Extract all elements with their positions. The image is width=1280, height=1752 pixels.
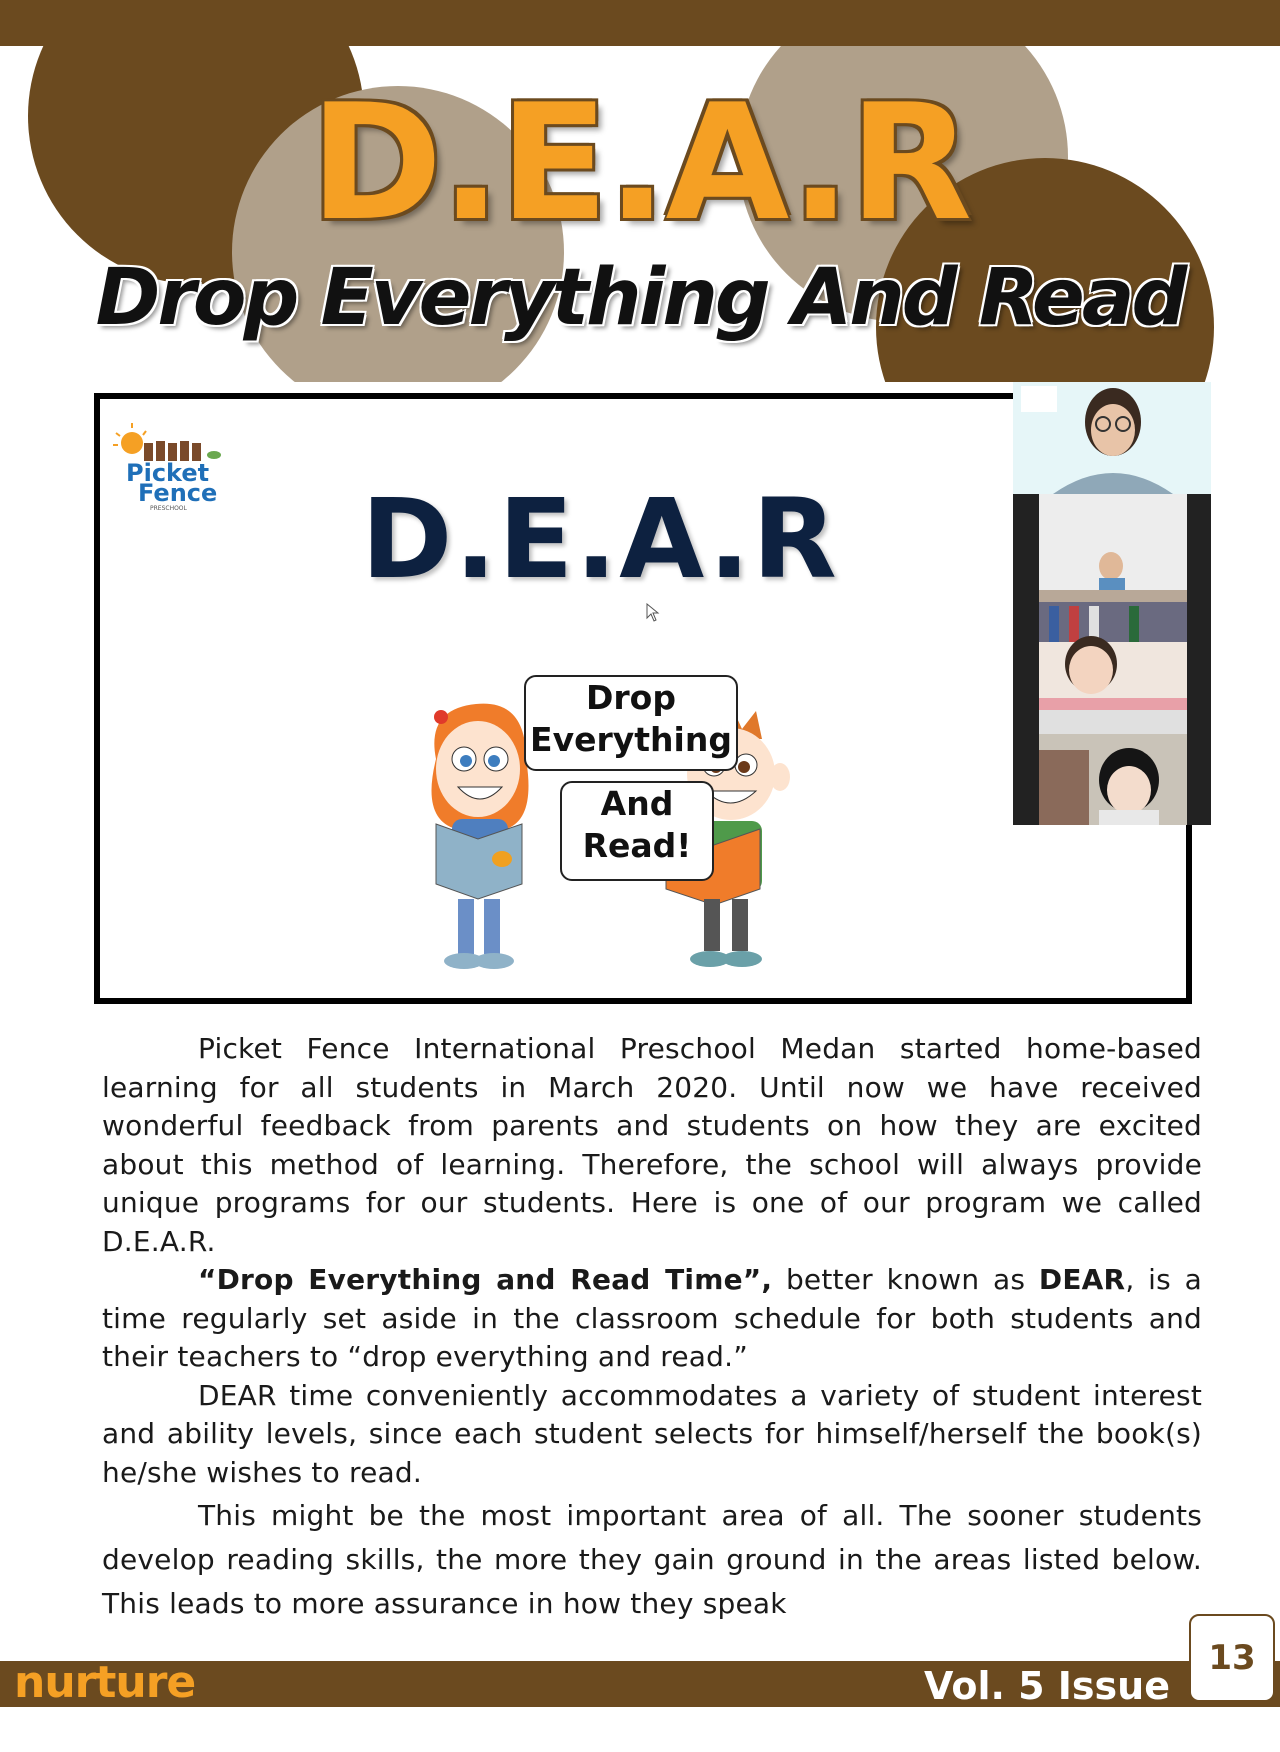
logo-text: PRESCHOOL — [150, 505, 187, 511]
article-paragraph: DEAR time conveniently accommodates a variety of student interest and ability levels, since each student selects for himself/herself the book(s) he/she wishes to read. — [102, 1378, 1202, 1489]
student-video-icon — [1039, 710, 1187, 825]
article-paragraph: This might be the most important area of all. The sooner students develop reading skills, the more they gain ground in the areas listed below. This leads to more assurance in how they speak — [102, 1499, 1202, 1620]
emphasis: DEAR — [1038, 1263, 1126, 1296]
article-body — [102, 1030, 1202, 1626]
speech-bubble — [524, 675, 738, 771]
page-title: D.E.A.R — [309, 69, 971, 256]
student-video-icon — [1039, 602, 1187, 710]
page-subtitle: Drop Everything And Read — [95, 253, 1185, 343]
paragraph-text: , is a time regularly set aside in the classroom schedule for both students and their teachers to “drop everything and read.” — [102, 1263, 1202, 1373]
slide-title: D.E.A.R — [361, 475, 839, 603]
logo-text: Fence — [138, 479, 218, 507]
emphasis: “Drop Everything and Read Time”, — [198, 1263, 773, 1296]
mouse-cursor-icon — [646, 603, 660, 623]
article-paragraph: Picket Fence International Preschool Medan started home-based learning for all students in March 2020. Until now we have received wonderful feedback from parents and students on how they are excited about this method of learning. Therefore, the school will always provide unique programs for our students. Here is one of our program we called D.E.A.R. — [102, 1032, 1202, 1258]
speech-bubble — [560, 781, 714, 881]
teacher-video-icon — [1013, 382, 1211, 494]
video-tile-teacher — [1013, 382, 1211, 494]
bubble-line: Drop — [586, 678, 676, 717]
paragraph-text: better known as — [772, 1263, 1039, 1296]
bubble-line: Everything — [530, 720, 732, 759]
video-tile-student — [1039, 710, 1187, 825]
student-video-icon — [1039, 494, 1187, 602]
top-bar-overlay — [0, 0, 1280, 46]
article-paragraph — [102, 1261, 1202, 1377]
issue-label: Vol. 5 Issue 10/2020 — [924, 1664, 1170, 1752]
bubble-line: And — [600, 784, 674, 823]
video-tile-student — [1039, 494, 1187, 602]
page-number: 13 — [1189, 1614, 1275, 1702]
video-call-panel — [1013, 382, 1211, 825]
video-tile-student — [1039, 602, 1187, 710]
logo-text: Picket — [126, 459, 210, 487]
bubble-line: Read! — [582, 826, 692, 865]
magazine-logo: nurture — [14, 1657, 196, 1708]
